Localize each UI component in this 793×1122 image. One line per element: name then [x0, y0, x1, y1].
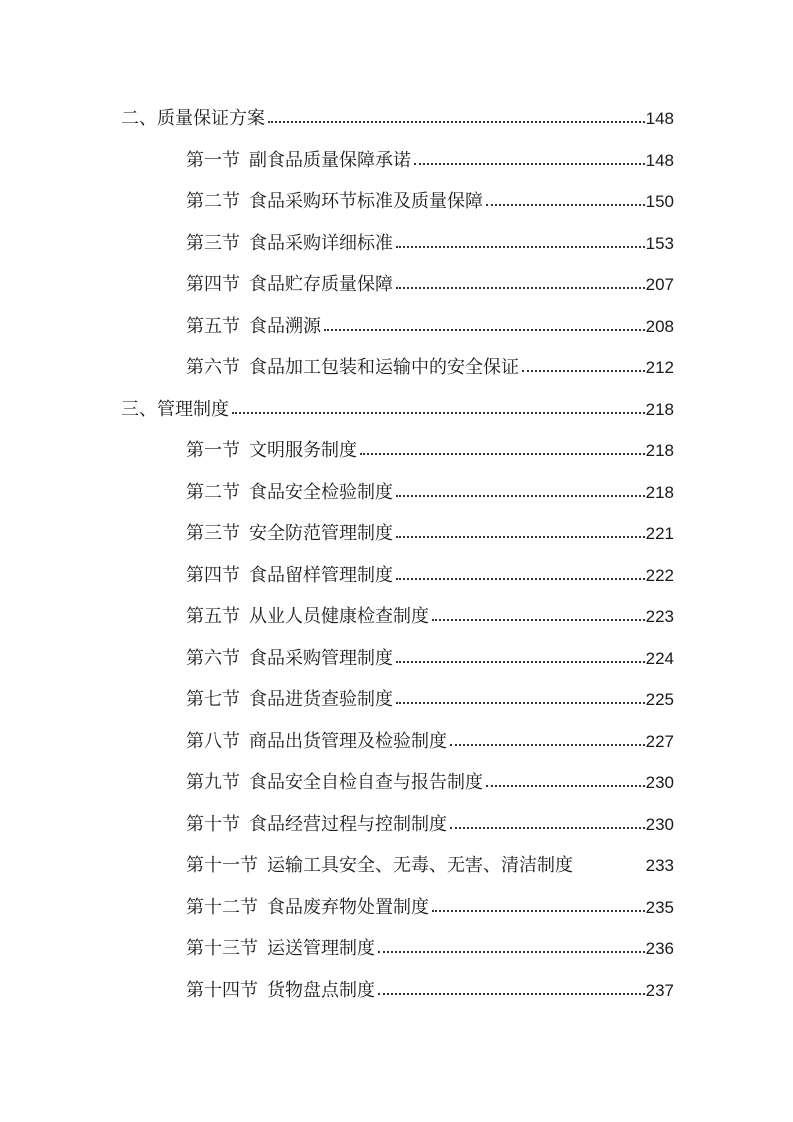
toc-entry[interactable] [186, 142, 674, 172]
dot-leader [378, 993, 645, 995]
toc-entry-title: 食品采购环节标准及质量保障 [249, 191, 483, 212]
toc-entry-title: 质量保证方案 [157, 108, 265, 129]
toc-entry[interactable] [186, 681, 674, 711]
toc-entry-page: 235 [645, 898, 674, 917]
dot-leader [324, 329, 645, 331]
toc-entry[interactable] [186, 598, 674, 628]
toc-entry-title: 食品采购详细标准 [249, 233, 393, 254]
dot-leader [378, 951, 645, 953]
toc-entry-page: 148 [645, 109, 674, 128]
toc-entry-number: 第一节 [186, 150, 240, 171]
toc-entry-number: 第十三节 [186, 938, 258, 959]
dot-leader [522, 370, 645, 372]
toc-entry-title: 食品溯源 [249, 316, 321, 337]
toc-entry[interactable] [186, 847, 674, 877]
dot-leader [450, 827, 645, 829]
toc-entry-title: 从业人员健康检查制度 [249, 606, 429, 627]
dot-leader [396, 495, 645, 497]
toc-entry-title: 副食品质量保障承诺 [249, 150, 411, 171]
dot-leader [486, 785, 645, 787]
dot-leader [432, 910, 645, 912]
toc-entry-title: 食品采购管理制度 [249, 648, 393, 669]
toc-entry-number: 第二节 [186, 191, 240, 212]
toc-entry-page: 225 [645, 690, 674, 709]
toc-entry-number: 三、 [121, 399, 157, 420]
toc-entry-number: 第十四节 [186, 980, 258, 1001]
toc-entry-page: 233 [645, 856, 674, 875]
toc-entry-title: 食品加工包装和运输中的安全保证 [249, 357, 519, 378]
toc-entry-number: 二、 [121, 108, 157, 129]
toc-entry-number: 第五节 [186, 606, 240, 627]
toc-entry-number: 第四节 [186, 274, 240, 295]
toc-entry[interactable] [186, 308, 674, 338]
toc-entry-number: 第十一节 [186, 855, 258, 876]
toc-entry-page: 218 [645, 400, 674, 419]
toc-entry-page: 218 [645, 483, 674, 502]
toc-entry[interactable] [121, 100, 674, 130]
toc-entry[interactable] [186, 806, 674, 836]
dot-leader [360, 453, 645, 455]
toc-entry-title: 食品安全检验制度 [249, 482, 393, 503]
toc-entry-title: 安全防范管理制度 [249, 523, 393, 544]
toc-entry-page: 236 [645, 939, 674, 958]
toc-entry-page: 153 [645, 234, 674, 253]
dot-leader [396, 578, 645, 580]
toc-entry-page: 237 [645, 981, 674, 1000]
toc-entry[interactable] [186, 474, 674, 504]
toc-entry-page: 223 [645, 607, 674, 626]
dot-leader [396, 287, 645, 289]
toc-entry-number: 第三节 [186, 523, 240, 544]
toc-entry-number: 第一节 [186, 440, 240, 461]
toc-entry[interactable] [186, 889, 674, 919]
toc-entry-page: 218 [645, 441, 674, 460]
toc-entry-title: 文明服务制度 [249, 440, 357, 461]
toc-entry[interactable] [186, 515, 674, 545]
toc-entry-page: 222 [645, 566, 674, 585]
toc-entry-page: 230 [645, 815, 674, 834]
dot-leader [232, 412, 645, 414]
toc-entry-number: 第二节 [186, 482, 240, 503]
toc-entry[interactable] [186, 557, 674, 587]
toc-entry-number: 第九节 [186, 772, 240, 793]
toc-entry[interactable] [186, 764, 674, 794]
dot-leader [486, 204, 645, 206]
toc-entry[interactable] [186, 723, 674, 753]
toc-entry-number: 第十二节 [186, 897, 258, 918]
toc-entry-title: 食品经营过程与控制制度 [249, 814, 447, 835]
toc-entry-page: 212 [645, 358, 674, 377]
toc-entry-title: 食品进货查验制度 [249, 689, 393, 710]
dot-leader [414, 163, 645, 165]
toc-entry[interactable] [186, 183, 674, 213]
toc-entry-title: 食品贮存质量保障 [249, 274, 393, 295]
toc-entry-title: 运送管理制度 [267, 938, 375, 959]
toc-entry-page: 150 [645, 192, 674, 211]
toc-entry-title: 食品废弃物处置制度 [267, 897, 429, 918]
dot-leader [396, 661, 645, 663]
toc-entry-number: 第四节 [186, 565, 240, 586]
toc-entry-page: 207 [645, 275, 674, 294]
toc-entry-number: 第八节 [186, 731, 240, 752]
toc-entry-number: 第五节 [186, 316, 240, 337]
dot-leader [396, 702, 645, 704]
toc-entry-title: 货物盘点制度 [267, 980, 375, 1001]
toc-entry-page: 230 [645, 773, 674, 792]
toc-entry-title: 食品安全自检自查与报告制度 [249, 772, 483, 793]
toc-entry-page: 227 [645, 732, 674, 751]
toc-entry-number: 第六节 [186, 648, 240, 669]
toc-entry[interactable] [186, 266, 674, 296]
toc-entry[interactable] [186, 225, 674, 255]
toc-entry-number: 第十节 [186, 814, 240, 835]
toc-entry-page: 221 [645, 524, 674, 543]
dot-leader [396, 536, 645, 538]
toc-entry-number: 第七节 [186, 689, 240, 710]
toc-entry-title: 商品出货管理及检验制度 [249, 731, 447, 752]
toc-entry-page: 224 [645, 649, 674, 668]
dot-leader [396, 246, 645, 248]
dot-leader [432, 619, 645, 621]
toc-entry-title: 运输工具安全、无毒、无害、清洁制度 [267, 855, 573, 876]
toc-entry-title: 管理制度 [157, 399, 229, 420]
toc-entry[interactable] [186, 640, 674, 670]
dot-leader [268, 121, 645, 123]
toc-entry-page: 208 [645, 317, 674, 336]
toc-entry-page: 148 [645, 151, 674, 170]
toc-entry[interactable] [121, 391, 674, 421]
toc-entry-number: 第三节 [186, 233, 240, 254]
toc-entry-title: 食品留样管理制度 [249, 565, 393, 586]
toc-entry-number: 第六节 [186, 357, 240, 378]
toc-entry[interactable] [186, 972, 674, 1002]
toc-entry[interactable] [186, 930, 674, 960]
toc-entry[interactable] [186, 349, 674, 379]
dot-leader [450, 744, 645, 746]
toc-entry[interactable] [186, 432, 674, 462]
